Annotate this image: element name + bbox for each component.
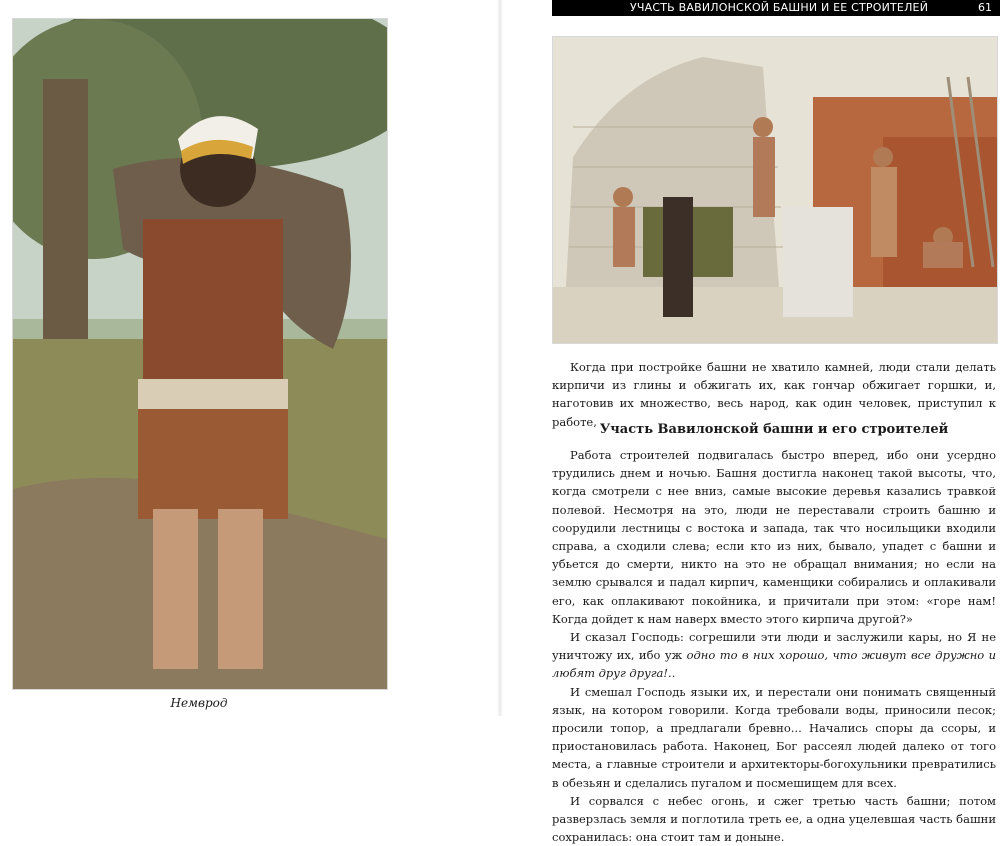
nimrod-painting [13,19,387,689]
body-paragraph-1: Работа строителей подвигалась быстро вперед, ибо они усердно трудились днем и ночью. Башня достигла наконец такой высоты, что, когда смотрели с нее вниз, самые высокие деревья казались травкой полевой. Несмотря на это, люди не переставали строить башню и соорудили лестницы с востока и запада, так что носильщики входили справа, а сходили слева; если кто из них, бывало, упадет с башни и убьется до смерти, никто на это не обращал внимания; но если на землю срывался и падал кирпич, каменщики собирались и оплакивали его, как оплакивают покойника, и причитали при этом: «горе нам! Когда дойдет к нам наверх вместо этого кирпича другой?» [552,448,996,626]
body-paragraphs [552,446,996,846]
tower-painting [553,37,997,343]
nimrod-illustration [12,18,388,690]
tower-builders-illustration [552,36,998,344]
illustration-caption: Немврод [170,696,228,710]
body-paragraph-2-text: Господь: согрешили эти люди и заслужили кары, но Я не уничтожу их, ибо уж [552,630,997,663]
body-paragraph-4: И сорвался с небес огонь, и сжег третью часть башни; потом разверзлась земля и поглотила треть ее, а одна уцелевшая часть башни сохранилась: она стоит там и доныне. [552,793,996,845]
page-number: 61 [978,1,992,14]
section-heading: Участь Вавилонской башни и его строителей [599,422,949,437]
body-paragraph-2 [552,628,996,683]
left-page [0,0,500,716]
body-paragraph-3: И смешал Господь языки их, и перестали они понимать священный язык, на котором говорили. Когда требовали воды, приносили песок; просили топор, а предлагали бревно... Начались споры да ссоры, и приостановилась работа. Наконец, Бог рассеял людей далеко от того места, а главные строители и архитекторы-богохульники превратились в обезьян и сделались пугалом и посмешищем для всех. [552,684,996,790]
body-paragraph-2-italic: одно то в них хорошо, что живут все дружно и любят друг друга!.. [552,648,997,681]
running-header [552,0,1000,16]
intro-paragraph-text: Когда при постройке башни не хватило камней, люди стали делать кирпичи из глины и обжигать их, как гончар обжигает горшки, и, наготовив их множество, весь народ, как один человек, приступил к работе, [552,360,996,429]
intro-paragraph [552,358,996,431]
running-header-title: УЧАСТЬ ВАВИЛОНСКОЙ БАШНИ И ЕЕ СТРОИТЕЛЕЙ [630,1,929,14]
book-gutter [497,0,503,716]
body-paragraph-2-lead: И сказал [570,630,627,645]
